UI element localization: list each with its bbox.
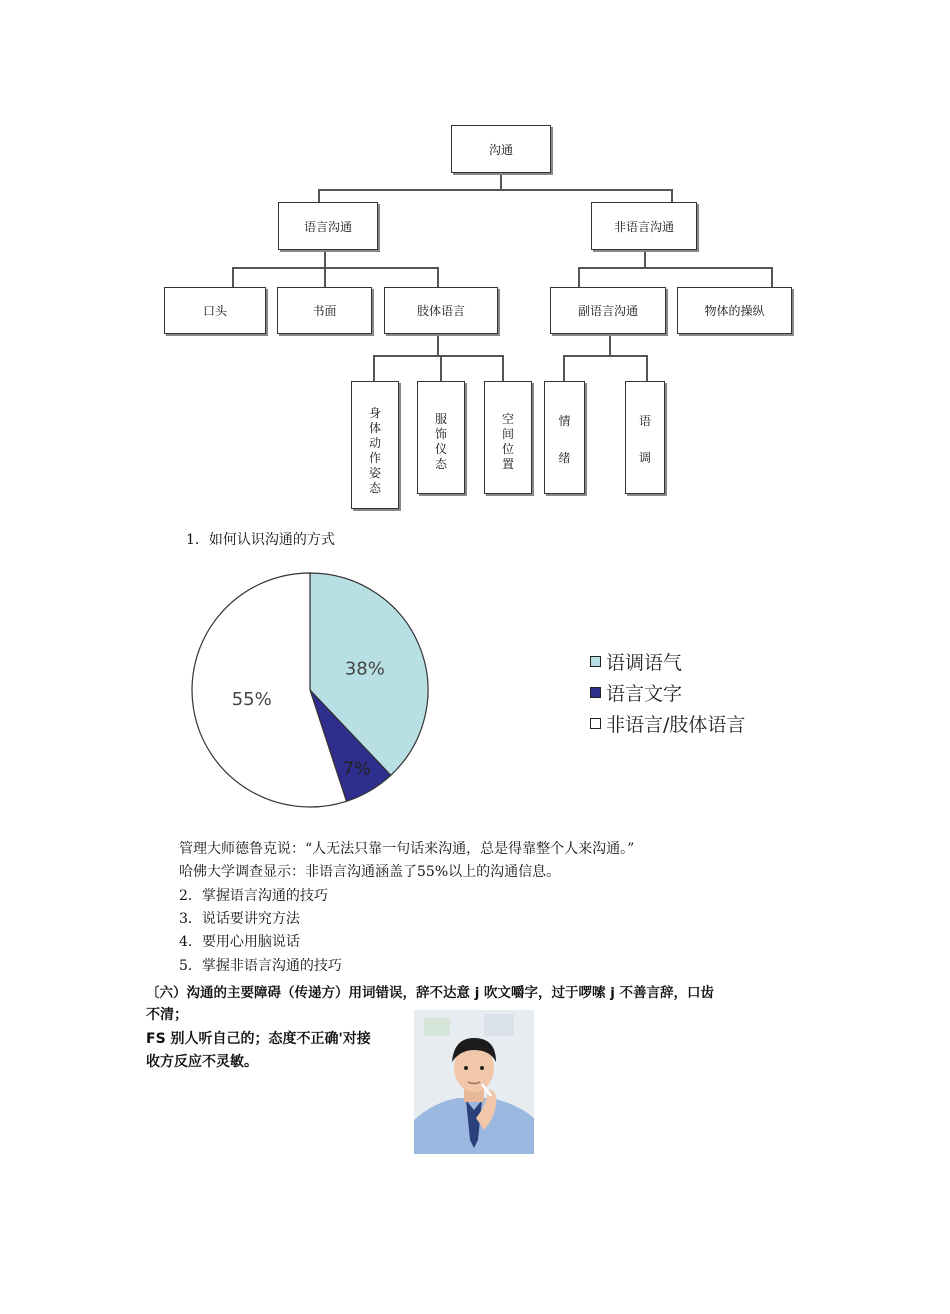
- legend-item: [590, 648, 682, 675]
- node-body-movement: 身 体 动 作 姿 态: [351, 381, 399, 509]
- list-item: 4．要用心用脑说话: [179, 934, 300, 950]
- legend-swatch: [590, 687, 601, 698]
- node-emotion: 情 绪: [544, 381, 585, 494]
- legend-swatch: [590, 656, 601, 667]
- barrier-paragraph-cont: FS 别人听自己的；态度不正确'对接: [146, 1031, 371, 1047]
- node-objects: 物体的操纵: [677, 287, 792, 334]
- list-item: 2．掌握语言沟通的技巧: [179, 888, 328, 904]
- man-thinking-photo: [414, 1010, 534, 1154]
- section-heading: 1．如何认识沟通的方式: [186, 532, 335, 548]
- legend-item: [590, 679, 682, 706]
- quote-paragraph: 管理大师德鲁克说：“人无法只靠一句话来沟通，总是得靠整个人来沟通。”: [179, 841, 635, 857]
- pie-slice-label: 7%: [342, 758, 372, 780]
- node-verbal: 语言沟通: [278, 202, 378, 250]
- legend-label: 非语言/肢体语言: [606, 714, 746, 736]
- legend-label: 语言文字: [606, 683, 683, 705]
- list-item: 3．说话要讲究方法: [179, 911, 300, 927]
- node-dress: 服 饰 仪 态: [417, 381, 465, 494]
- survey-paragraph: 哈佛大学调查显示：非语言沟通涵盖了55%以上的沟通信息。: [179, 864, 561, 880]
- pie-slice-label: 38%: [344, 658, 385, 680]
- legend-label: 语调语气: [606, 652, 683, 674]
- node-body-language: 肢体语言: [384, 287, 498, 334]
- pie-slice-label: 55%: [231, 689, 272, 711]
- pie-chart: [180, 568, 440, 813]
- legend-item: [590, 710, 745, 737]
- node-root: 沟通: [451, 125, 551, 173]
- node-oral: 口头: [164, 287, 266, 334]
- node-tone: 语 调: [625, 381, 665, 494]
- node-space: 空 间 位 置: [484, 381, 532, 494]
- barrier-paragraph: 〔六）沟通的主要障碍（传递方）用词错误，辞不达意 j 吹文嚼字，过于啰嗦 j 不善言辞，口齿: [146, 985, 715, 1001]
- barrier-paragraph-cont: 不清；: [146, 1007, 188, 1023]
- barrier-paragraph-cont: 收方反应不灵敏。: [146, 1054, 258, 1070]
- node-paralanguage: 副语言沟通: [550, 287, 666, 334]
- list-item: 5．掌握非语言沟通的技巧: [179, 958, 342, 974]
- node-nonverbal: 非语言沟通: [591, 202, 697, 250]
- node-written: 书面: [277, 287, 372, 334]
- legend-swatch: [590, 718, 601, 729]
